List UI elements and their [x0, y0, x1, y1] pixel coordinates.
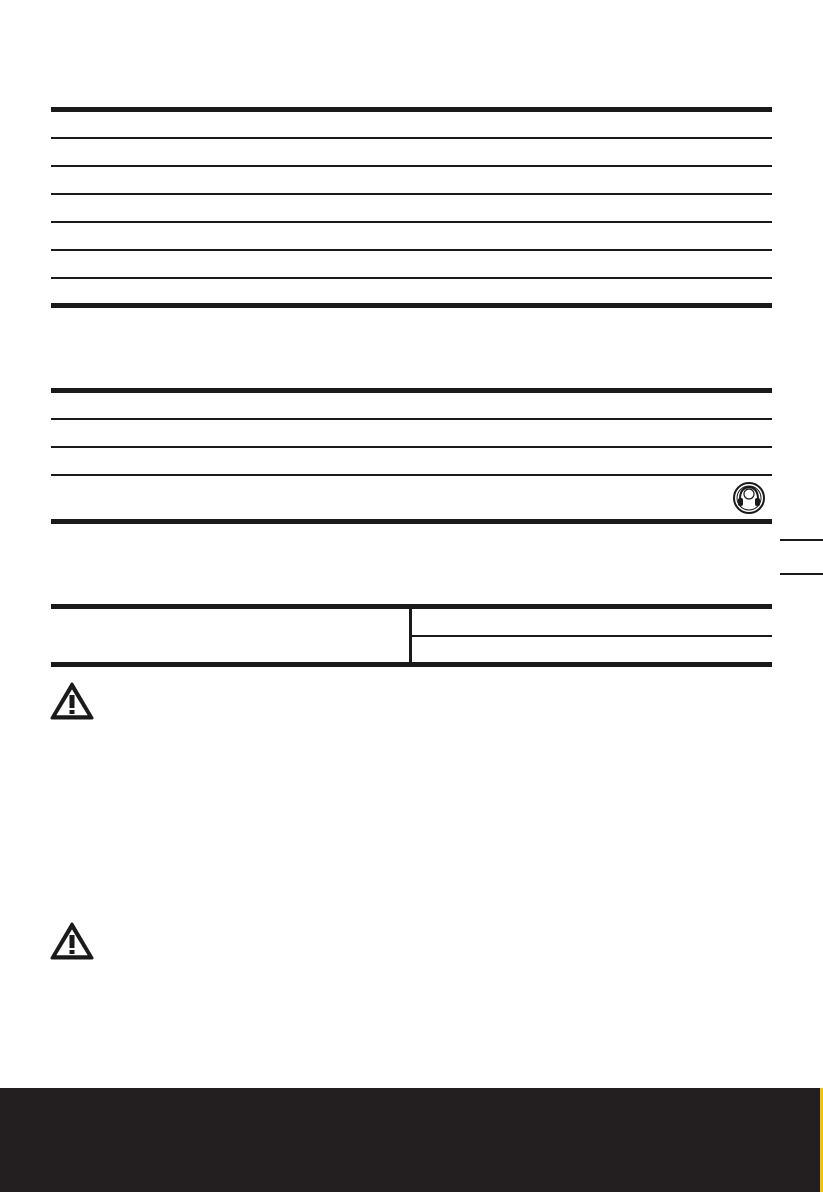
- hearing-protection-icon: [726, 481, 772, 515]
- table-bottom-rule: [51, 519, 772, 524]
- section-tab-mark: [780, 573, 823, 575]
- table-top-rule: [51, 107, 772, 112]
- table-row-divider: [51, 221, 772, 223]
- footer-band: [0, 1088, 823, 1192]
- table-row-divider: [51, 418, 772, 420]
- warning-icon: [49, 920, 95, 962]
- table-row-divider: [51, 165, 772, 167]
- table-row-divider: [51, 249, 772, 251]
- table-row-divider: [411, 635, 772, 637]
- table-row-divider: [51, 137, 772, 139]
- table-row-divider: [51, 277, 772, 279]
- table-top-rule: [51, 388, 772, 393]
- table-row-divider: [51, 446, 772, 448]
- warning-icon: [49, 680, 95, 722]
- table-row-divider: [51, 193, 772, 195]
- table-bottom-rule: [51, 303, 772, 308]
- section-tab-mark: [780, 539, 823, 541]
- table-column-divider: [409, 604, 412, 667]
- table-row-divider: [51, 474, 772, 476]
